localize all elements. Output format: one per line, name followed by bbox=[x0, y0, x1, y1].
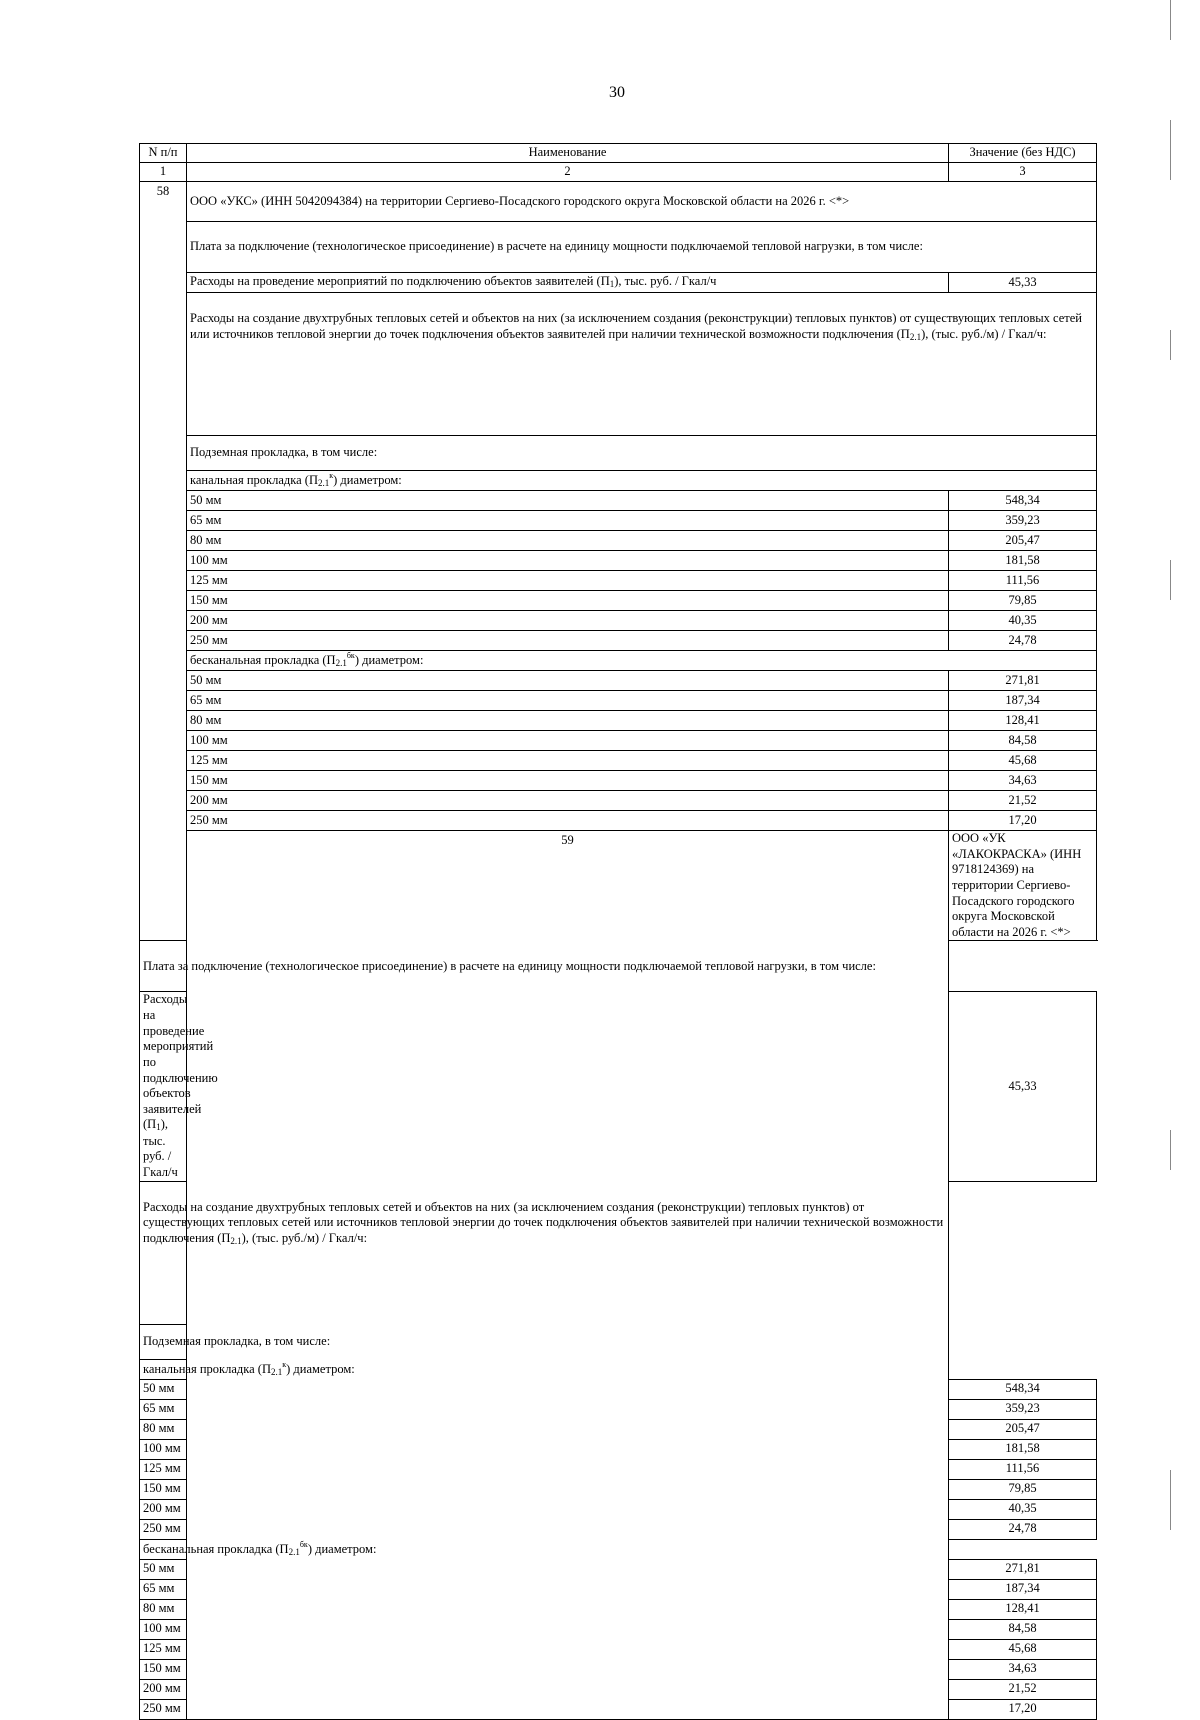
p1-label bbox=[187, 273, 949, 293]
diameter-label: 80 мм bbox=[140, 1599, 187, 1619]
diameter-value: 45,68 bbox=[949, 1639, 1097, 1659]
channel-heading bbox=[140, 1359, 949, 1379]
channel-heading-text: канальная прокладка (П bbox=[143, 1361, 271, 1376]
diameter-value: 128,41 bbox=[949, 711, 1097, 731]
diameter-value: 24,78 bbox=[949, 631, 1097, 651]
channel-diameter-row bbox=[140, 551, 1097, 571]
diameter-label: 150 мм bbox=[140, 1659, 187, 1679]
fee-label: Плата за подключение (технологическое присоединение) в расчете на единицу мощности подключаемой тепловой нагрузки, в том числе: bbox=[140, 941, 949, 992]
diameter-value: 181,58 bbox=[949, 1439, 1097, 1459]
diameter-value: 187,34 bbox=[949, 1579, 1097, 1599]
diameter-label: 80 мм bbox=[187, 711, 949, 731]
underground-label: Подземная прокладка, в том числе: bbox=[187, 436, 1097, 471]
p21-subscript: 2.1 bbox=[909, 331, 922, 342]
entry-number: 59 bbox=[187, 831, 949, 1720]
diameter-label: 80 мм bbox=[187, 531, 949, 551]
diameter-label: 100 мм bbox=[187, 731, 949, 751]
nochannel-diameter-row bbox=[140, 791, 1097, 811]
diameter-value: 548,34 bbox=[949, 491, 1097, 511]
p1-label-text: Расходы на проведение мероприятий по подключению объектов заявителей (П bbox=[143, 992, 218, 1132]
fee-row bbox=[140, 941, 1097, 992]
channel-subscript: 2.1 bbox=[318, 478, 330, 489]
column-index-3: 3 bbox=[949, 163, 1097, 182]
diameter-label: 125 мм bbox=[187, 571, 949, 591]
nochannel-diameter-row bbox=[140, 811, 1097, 831]
diameter-label: 250 мм bbox=[187, 631, 949, 651]
column-index-1: 1 bbox=[140, 163, 187, 182]
diameter-label: 100 мм bbox=[140, 1439, 187, 1459]
entry-title: ООО «УК «ЛАКОКРАСКА» (ИНН 9718124369) на территории Сергиево-Посадского городского округа Московской области на 2026 г. <*> bbox=[949, 831, 1097, 941]
diameter-label: 125 мм bbox=[140, 1639, 187, 1659]
diameter-label: 200 мм bbox=[187, 611, 949, 631]
p21-label-unit: ), (тыс. руб./м) / Гкал/ч: bbox=[241, 1230, 368, 1245]
diameter-value: 45,68 bbox=[949, 751, 1097, 771]
diameter-value: 359,23 bbox=[949, 511, 1097, 531]
diameter-value: 40,35 bbox=[949, 1499, 1097, 1519]
p1-row bbox=[140, 273, 1097, 293]
diameter-value: 21,52 bbox=[949, 791, 1097, 811]
diameter-label: 50 мм bbox=[140, 1559, 187, 1579]
channel-diameter-row bbox=[140, 531, 1097, 551]
header-number: N п/п bbox=[140, 144, 187, 163]
p21-row bbox=[140, 1181, 1097, 1324]
diameter-value: 111,56 bbox=[949, 1459, 1097, 1479]
diameter-value: 17,20 bbox=[949, 1699, 1097, 1719]
entry-title-row bbox=[140, 831, 1097, 941]
diameter-label: 50 мм bbox=[187, 671, 949, 691]
p1-label-unit: ), тыс. руб. / Гкал/ч bbox=[143, 1117, 178, 1179]
channel-superscript: к bbox=[282, 1359, 287, 1369]
diameter-label: 250 мм bbox=[140, 1699, 187, 1719]
diameter-label: 150 мм bbox=[140, 1479, 187, 1499]
diameter-value: 24,78 bbox=[949, 1519, 1097, 1539]
underground-label: Подземная прокладка, в том числе: bbox=[140, 1324, 949, 1359]
tariff-table bbox=[139, 143, 1097, 1720]
p21-label-text: Расходы на создание двухтрубных тепловых сетей и объектов на них (за исключением создания (реконструкции) тепловых пунктов) от существующих тепловых сетей или источников тепловой энергии до точек подключения объектов заявителей при наличии технической возможности подключения (П bbox=[143, 1199, 944, 1245]
diameter-value: 79,85 bbox=[949, 1479, 1097, 1499]
diameter-label: 65 мм bbox=[140, 1399, 187, 1419]
diameter-label: 250 мм bbox=[140, 1519, 187, 1539]
diameter-value: 271,81 bbox=[949, 1559, 1097, 1579]
nochannel-heading bbox=[187, 651, 1097, 671]
page-number: 30 bbox=[609, 84, 625, 101]
nochannel-subscript: 2.1 bbox=[335, 658, 347, 669]
p1-value: 45,33 bbox=[949, 273, 1097, 293]
channel-heading-text: канальная прокладка (П bbox=[190, 473, 318, 488]
diameter-value: 34,63 bbox=[949, 1659, 1097, 1679]
nochannel-heading-text: бесканальная прокладка (П bbox=[190, 653, 336, 668]
fee-row bbox=[140, 222, 1097, 273]
diameter-label: 125 мм bbox=[187, 751, 949, 771]
channel-diameter-row bbox=[140, 611, 1097, 631]
p1-subscript: 1 bbox=[609, 279, 615, 290]
column-index-row bbox=[140, 163, 1097, 182]
diameter-value: 34,63 bbox=[949, 771, 1097, 791]
column-index-2: 2 bbox=[187, 163, 949, 182]
diameter-label: 65 мм bbox=[140, 1579, 187, 1599]
header-name: Наименование bbox=[187, 144, 949, 163]
nochannel-superscript: бк bbox=[346, 651, 355, 661]
nochannel-heading-suffix: ) диаметром: bbox=[354, 653, 424, 668]
nochannel-diameter-row bbox=[140, 691, 1097, 711]
nochannel-heading bbox=[140, 1539, 949, 1559]
diameter-value: 17,20 bbox=[949, 811, 1097, 831]
channel-superscript: к bbox=[329, 471, 334, 481]
p1-subscript: 1 bbox=[156, 1122, 161, 1133]
nochannel-diameter-row bbox=[140, 771, 1097, 791]
diameter-label: 150 мм bbox=[187, 771, 949, 791]
entry-title: ООО «УКС» (ИНН 5042094384) на территории Сергиево-Посадского городского округа Московской области на 2026 г. <*> bbox=[187, 182, 1097, 222]
entry-title-row bbox=[140, 182, 1097, 222]
diameter-label: 65 мм bbox=[187, 511, 949, 531]
p1-label-text: Расходы на проведение мероприятий по подключению объектов заявителей (П bbox=[190, 274, 610, 289]
diameter-value: 271,81 bbox=[949, 671, 1097, 691]
diameter-label: 125 мм bbox=[140, 1459, 187, 1479]
diameter-value: 205,47 bbox=[949, 1419, 1097, 1439]
diameter-label: 200 мм bbox=[140, 1679, 187, 1699]
channel-diameter-row bbox=[140, 591, 1097, 611]
diameter-label: 250 мм bbox=[187, 811, 949, 831]
underground-row bbox=[140, 436, 1097, 471]
diameter-value: 359,23 bbox=[949, 1399, 1097, 1419]
nochannel-heading-suffix: ) диаметром: bbox=[307, 1541, 377, 1556]
p21-label-text: Расходы на создание двухтрубных тепловых сетей и объектов на них (за исключением создания (реконструкции) тепловых пунктов) от существующих тепловых сетей или источников тепловой энергии до точек подключения объектов заявителей при наличии технической возможности подключения (П bbox=[190, 311, 1082, 341]
nochannel-diameter-row bbox=[140, 671, 1097, 691]
p21-label-unit: ), (тыс. руб./м) / Гкал/ч: bbox=[921, 326, 1047, 341]
channel-heading-row bbox=[140, 1359, 1097, 1379]
channel-subscript: 2.1 bbox=[271, 1366, 283, 1377]
p21-label bbox=[187, 293, 1097, 436]
diameter-value: 181,58 bbox=[949, 551, 1097, 571]
channel-diameter-row bbox=[140, 571, 1097, 591]
nochannel-diameter-row bbox=[140, 751, 1097, 771]
nochannel-heading-row bbox=[140, 1539, 1097, 1559]
diameter-value: 111,56 bbox=[949, 571, 1097, 591]
underground-row bbox=[140, 1324, 1097, 1359]
diameter-value: 187,34 bbox=[949, 691, 1097, 711]
nochannel-superscript: бк bbox=[299, 1539, 308, 1549]
diameter-label: 65 мм bbox=[187, 691, 949, 711]
channel-heading bbox=[187, 471, 1097, 491]
header-value: Значение (без НДС) bbox=[949, 144, 1097, 163]
channel-heading-row bbox=[140, 471, 1097, 491]
diameter-label: 150 мм bbox=[187, 591, 949, 611]
diameter-value: 548,34 bbox=[949, 1379, 1097, 1399]
nochannel-diameter-row bbox=[140, 731, 1097, 751]
diameter-label: 200 мм bbox=[187, 791, 949, 811]
channel-diameter-row bbox=[140, 491, 1097, 511]
diameter-value: 84,58 bbox=[949, 731, 1097, 751]
diameter-label: 100 мм bbox=[140, 1619, 187, 1639]
p1-label-unit: ), тыс. руб. / Гкал/ч bbox=[614, 274, 717, 289]
channel-diameter-row bbox=[140, 631, 1097, 651]
p21-label bbox=[140, 1181, 949, 1324]
p1-label bbox=[140, 992, 218, 1181]
diameter-value: 40,35 bbox=[949, 611, 1097, 631]
diameter-value: 21,52 bbox=[949, 1679, 1097, 1699]
diameter-label: 80 мм bbox=[140, 1419, 187, 1439]
fee-label: Плата за подключение (технологическое присоединение) в расчете на единицу мощности подключаемой тепловой нагрузки, в том числе: bbox=[187, 222, 1097, 273]
diameter-value: 84,58 bbox=[949, 1619, 1097, 1639]
channel-heading-suffix: ) диаметром: bbox=[333, 473, 402, 488]
header-row bbox=[140, 144, 1097, 163]
nochannel-diameter-row bbox=[140, 711, 1097, 731]
channel-heading-suffix: ) диаметром: bbox=[286, 1361, 355, 1376]
channel-diameter-row bbox=[140, 511, 1097, 531]
diameter-value: 205,47 bbox=[949, 531, 1097, 551]
nochannel-heading-text: бесканальная прокладка (П bbox=[143, 1541, 289, 1556]
p21-row bbox=[140, 293, 1097, 436]
p21-subscript: 2.1 bbox=[230, 1235, 242, 1246]
scan-edge-marks bbox=[1170, 0, 1172, 1697]
diameter-label: 50 мм bbox=[140, 1379, 187, 1399]
diameter-label: 100 мм bbox=[187, 551, 949, 571]
diameter-value: 79,85 bbox=[949, 591, 1097, 611]
diameter-label: 50 мм bbox=[187, 491, 949, 511]
nochannel-heading-row bbox=[140, 651, 1097, 671]
entry-number: 58 bbox=[140, 182, 187, 941]
diameter-label: 200 мм bbox=[140, 1499, 187, 1519]
diameter-value: 128,41 bbox=[949, 1599, 1097, 1619]
nochannel-subscript: 2.1 bbox=[288, 1546, 300, 1557]
p1-value: 45,33 bbox=[949, 992, 1097, 1181]
